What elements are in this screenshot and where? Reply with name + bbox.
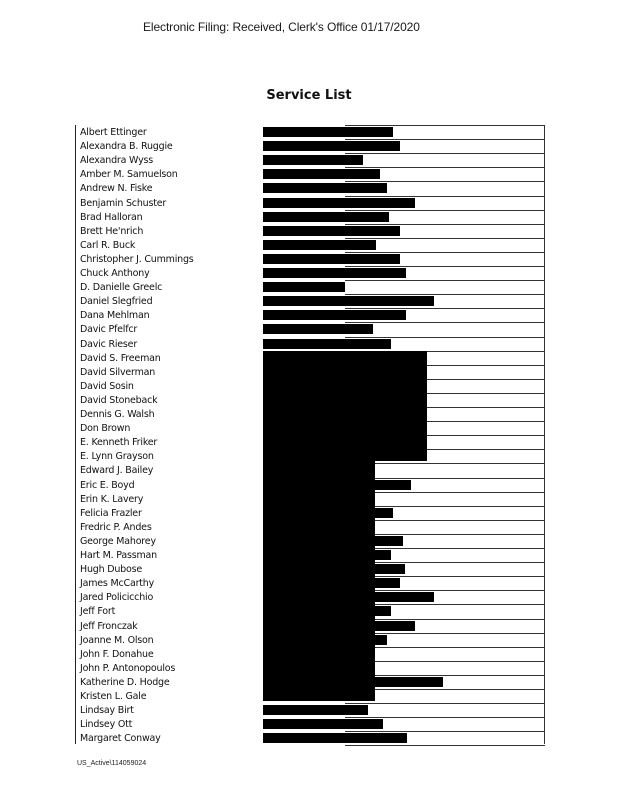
redaction-bar [263, 183, 387, 193]
row-divider [345, 238, 545, 239]
service-name: Albert Ettinger [80, 127, 147, 138]
redaction-bar [263, 141, 400, 151]
row-divider [345, 181, 545, 182]
document-id: US_Active\114059024 [77, 760, 147, 767]
service-name: Fredric P. Andes [80, 521, 152, 533]
redaction-bar [263, 127, 393, 137]
service-name: Amber M. Samuelson [80, 169, 178, 181]
service-name: Andrew N. Fiske [80, 183, 153, 195]
service-name: Alexandra B. Ruggie [80, 141, 173, 153]
table-row [75, 266, 545, 280]
row-divider [345, 463, 545, 464]
service-name: Brett He'nrich [80, 225, 144, 237]
row-divider [345, 125, 545, 126]
service-name: John F. Donahue [80, 648, 154, 660]
table-row [75, 125, 545, 139]
row-divider [345, 576, 545, 577]
service-name: John P. Antonopoulos [80, 662, 176, 674]
service-name: Hugh Dubose [80, 564, 143, 576]
service-name: David Sosin [80, 380, 134, 392]
table-row [75, 717, 545, 731]
row-divider [345, 224, 545, 225]
row-divider [345, 661, 545, 662]
service-name: Davic Pfelfcr [80, 324, 138, 336]
table-row [75, 210, 545, 224]
service-name: Joanne M. Olson [80, 634, 154, 646]
row-divider [345, 520, 545, 521]
table-row [75, 153, 545, 167]
row-divider [345, 196, 545, 197]
redaction-bar [263, 268, 406, 278]
service-name: David Silverman [80, 366, 156, 378]
row-divider [345, 619, 545, 620]
service-name: Jeff Fort [80, 606, 116, 618]
redaction-bar [263, 339, 391, 349]
row-divider [345, 745, 545, 746]
redaction-bar [263, 212, 389, 222]
service-name: Katherine D. Hodge [80, 676, 170, 688]
table-row [75, 308, 545, 322]
redaction-bar [263, 324, 373, 334]
table-row [75, 167, 545, 181]
service-name: Jared Policicchio [80, 592, 154, 604]
page-title: Service List [266, 88, 352, 103]
table-row [75, 294, 545, 308]
service-name: George Mahorey [80, 535, 156, 547]
redaction-bar [263, 296, 434, 306]
row-divider [345, 604, 545, 605]
table-row [75, 238, 545, 252]
service-name: Felicia Frazler [80, 507, 142, 519]
row-divider [345, 548, 545, 549]
table-row [75, 322, 545, 336]
service-list-table [75, 125, 545, 744]
service-name: Dennis G. Walsh [80, 409, 155, 420]
table-row [75, 337, 545, 351]
row-divider [345, 478, 545, 479]
row-divider [345, 266, 545, 267]
redaction-bar [263, 169, 380, 179]
table-row [75, 196, 545, 210]
service-name: James McCarthy [80, 578, 155, 590]
redaction-bar [263, 198, 415, 208]
service-name: Erin K. Lavery [80, 493, 144, 505]
redaction-bar [263, 240, 376, 250]
service-name: David Stoneback [80, 394, 158, 406]
row-divider [345, 322, 545, 323]
redaction-bar [263, 310, 406, 320]
row-divider [345, 633, 545, 634]
service-name: Kristen L. Gale [80, 691, 147, 702]
redaction-bar [263, 719, 383, 729]
row-divider [345, 534, 545, 535]
row-divider [345, 280, 545, 281]
service-name: Christopher J. Cummings [80, 253, 194, 265]
table-row [75, 252, 545, 266]
service-name: David S. Freeman [80, 352, 161, 364]
table-row [75, 181, 545, 195]
filing-stamp: Electronic Filing: Received, Clerk's Office 01/17/2020 [143, 20, 420, 34]
service-name: Dana Mehlman [80, 310, 150, 322]
redaction-bar [263, 282, 345, 292]
service-name: Chuck Anthony [80, 268, 150, 279]
row-divider [345, 252, 545, 253]
row-divider [345, 675, 545, 676]
redaction-bar [263, 226, 400, 236]
row-divider [345, 717, 545, 718]
service-name: E. Lynn Grayson [80, 451, 154, 463]
service-name: Eric E. Boyd [80, 479, 135, 491]
service-name: Alexandra Wyss [80, 155, 154, 167]
redaction-bar [263, 155, 363, 165]
redaction-block [263, 351, 427, 459]
row-divider [345, 647, 545, 648]
service-name: Benjamin Schuster [80, 197, 167, 209]
service-name: Brad Halloran [80, 211, 143, 223]
table-row [75, 731, 545, 745]
redaction-bar [263, 254, 400, 264]
service-name: Don Brown [80, 423, 131, 435]
service-name: Davic Rieser [80, 338, 138, 350]
row-divider [345, 506, 545, 507]
row-divider [345, 689, 545, 690]
table-row [75, 224, 545, 238]
service-name: E. Kenneth Friker [80, 437, 158, 449]
row-divider [345, 210, 545, 211]
row-divider [345, 153, 545, 154]
service-name: Edward J. Bailey [80, 465, 154, 477]
row-divider [345, 562, 545, 563]
row-divider [345, 731, 545, 732]
row-divider [345, 590, 545, 591]
service-name: Lindsey Ott [80, 719, 133, 731]
redaction-bar [263, 733, 407, 743]
service-name: Daniel Slegfried [80, 296, 153, 308]
redaction-block [263, 455, 375, 701]
service-name: Hart M. Passman [80, 550, 157, 561]
row-divider [345, 703, 545, 704]
service-name: Lindsay Birt [80, 705, 134, 717]
row-divider [345, 337, 545, 338]
row-divider [345, 308, 545, 309]
row-divider [345, 139, 545, 140]
row-divider [345, 294, 545, 295]
table-row [75, 703, 545, 717]
service-name: Jeff Fronczak [80, 620, 138, 632]
row-divider [345, 492, 545, 493]
service-name: Carl R. Buck [80, 239, 136, 251]
table-row [75, 139, 545, 153]
row-divider [345, 167, 545, 168]
redaction-bar [263, 705, 368, 715]
service-name: D. Danielle Greelc [80, 282, 163, 294]
table-row [75, 280, 545, 294]
service-name: Margaret Conway [80, 733, 161, 745]
